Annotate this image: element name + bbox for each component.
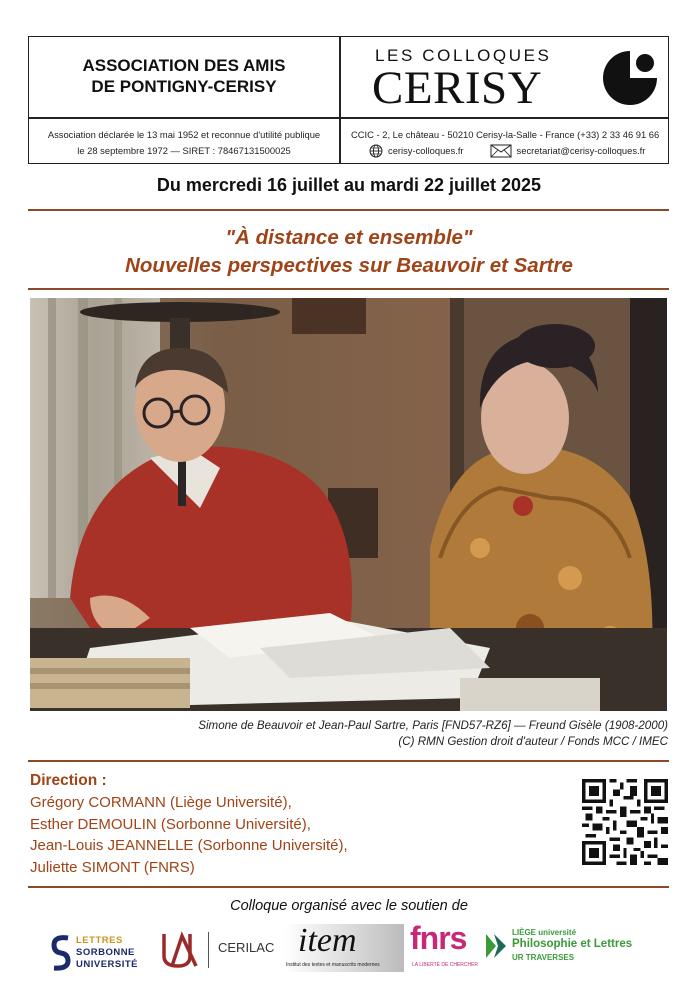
- liege-logo-top: LIÈGE université: [512, 928, 577, 937]
- fnrs-logo-text: fnrs: [410, 920, 467, 956]
- mail-icon: [490, 144, 512, 158]
- fnrs-logo: [410, 920, 479, 972]
- liege-logo: [484, 928, 660, 972]
- direction-member: Esther DEMOULIN (Sorbonne Université),: [30, 815, 311, 833]
- association-legal-line1: Association déclarée le 13 mai 1952 et reconnue d'utilité publique: [47, 129, 321, 140]
- logo-small-text: LES COLLOQUES: [375, 46, 552, 65]
- sorbonne-logo-line1: LETTRES: [76, 935, 123, 946]
- website-link[interactable]: cerisy-colloques.fr: [388, 145, 464, 156]
- event-title: [0, 224, 698, 280]
- contact-links: [369, 143, 645, 159]
- photo-illustration: [30, 298, 667, 711]
- association-name: [29, 55, 339, 97]
- direction-member: Juliette SIMONT (FNRS): [30, 858, 195, 876]
- liege-logo-mid: Philosophie et Lettres: [512, 938, 633, 950]
- sorbonne-logo-line2: SORBONNE: [76, 947, 135, 958]
- photo-caption: [198, 718, 668, 750]
- direction-member: Jean-Louis JEANNELLE (Sorbonne Université),: [30, 837, 348, 854]
- globe-icon: [369, 144, 383, 158]
- event-dates: Du mercredi 16 juillet au mardi 22 juillet 2025: [156, 175, 542, 195]
- partner-logos: [40, 920, 670, 980]
- liege-logo-bottom: UR TRAVERSES: [512, 953, 575, 962]
- support-text: Colloque organisé avec le soutien de: [230, 898, 468, 914]
- item-logo-subtitle: Institut des textes et manuscrits modernes: [286, 962, 380, 968]
- divider-rule-4: [28, 886, 669, 888]
- photo-caption-line1: Simone de Beauvoir et Jean-Paul Sartre, Paris [FND57-RZ6] — Freund Gisèle (1908-2000): [198, 719, 668, 732]
- event-title-line2: Nouvelles perspectives sur Beauvoir et Sartre: [125, 254, 573, 277]
- liege-emblem-icon: [484, 932, 508, 960]
- header-divider-vertical: [339, 37, 341, 163]
- cerisy-logo-icon: [601, 49, 659, 107]
- photo-caption-line2: (C) RMN Gestion droit d'auteur / Fonds MCC / IMEC: [398, 735, 668, 748]
- header-divider-horizontal: [29, 117, 668, 119]
- divider-rule-2: [28, 288, 669, 290]
- association-name-line1: ASSOCIATION DES AMIS: [82, 56, 286, 75]
- sorbonne-logo-line3: UNIVERSITÉ: [76, 959, 139, 970]
- email-link[interactable]: secretariat@cerisy-colloques.fr: [516, 145, 646, 156]
- sorbonne-logo: [50, 934, 150, 976]
- logo-big-text: CERISY: [372, 62, 543, 114]
- ua-emblem-icon: [158, 930, 202, 970]
- divider-rule-1: [28, 209, 669, 211]
- event-title-line1: "À distance et ensemble": [225, 226, 473, 249]
- association-legal-line2: le 28 septembre 1972 — SIRET : 78467131500025: [77, 145, 291, 156]
- contact-address: CCIC - 2, Le château - 50210 Cerisy-la-Salle - France (+33) 2 33 46 91 66: [351, 129, 660, 140]
- photo: [30, 298, 667, 711]
- qr-code[interactable]: [582, 779, 668, 865]
- association-legal: [29, 127, 339, 159]
- direction-member: Grégory CORMANN (Liège Université),: [30, 794, 292, 811]
- direction-heading: Direction :: [30, 772, 107, 789]
- association-name-line2: DE PONTIGNY-CERISY: [91, 77, 277, 96]
- direction-list: [30, 792, 348, 878]
- logo-separator: [208, 932, 209, 968]
- header-box: [28, 36, 669, 164]
- item-logo-text: item: [298, 922, 357, 959]
- item-logo: [284, 924, 404, 972]
- sorbonne-emblem-icon: [50, 934, 72, 972]
- divider-rule-3: [28, 760, 669, 762]
- cerilac-logo: CERILAC: [218, 940, 275, 955]
- fnrs-logo-subtitle: LA LIBERTÉ DE CHERCHER: [412, 962, 479, 968]
